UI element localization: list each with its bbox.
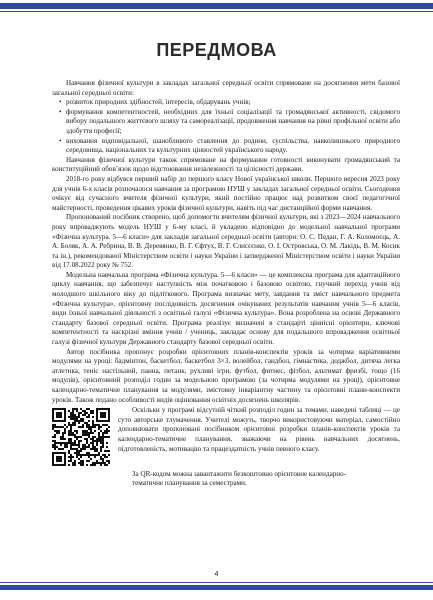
qr-code-icon[interactable] xyxy=(52,406,118,470)
footer-rule-thin xyxy=(0,582,433,583)
body-text xyxy=(52,79,400,489)
paragraph: 2018-го року відбувся перший набір до першого класу Нової української школи. Першого вересня 2023 року для учнів 6-х класів розпочалося навчання за програмою НУШ у закладах загальної середньої освіти. Сьогодення очікує від сучасного вчителя фізичної культури, який постійно працює над розвитком своєї педагогічної майстерності, проведення цікавих уроків фізичної культури, навіть під час дистанційної форми навчання. xyxy=(52,174,400,212)
paragraph: Модельна навчальна програма «Фізична культура. 5—6 класи» — це комплексна програма для адаптаційного циклу навчання, що забезпечує наступність між початковою і базовою освітою, гнучкий перехід учнів від молодшого шкільного віку до підліткового. Програма визначає мету, завдання та зміст навчального предмета «Фізична культура», орієнтовну послідовність досягнення очікуваних результатів навчання учнів 5—6 класів, види їхньої навчальної діяльності з освітньої галузі «Фізична культура». Вона розроблена на основі Державного стандарту базової середньої освіти. Програма реалізує визначені в стандарті ціннісні орієнтири, ключові компетентності та наскрізні вміння учнів / учениць, закладає основу для подальшого впровадження освітньої галузі фізичної культури Державного стандарту базової середньої освіти. xyxy=(52,270,400,347)
paragraph: Пропонований посібник створено, щоб допомогти вчителям фізичної культури, які з 2023—2024 навчального року впроваджують модель НУШ у 6-му класі, й укладено відповідно до модельної навчальної програми «Фізична культура. 5—6 класи» для закладів загальної середньої освіти (автори: О. С. Педан, Г. А. Коломоєць, А. А. Боляк, А. А. Ребрина, В. В. Деревянко, В. Г. Єфтух, В. Г. Єлисєєнко, О. І. Островська, О. М. Лакідь, В. М. Косик та ін.), рекомендованої Міністерством освіти і науки України і затвердженої Міністерством освіти і науки України від 17.08.2022 року № 752. xyxy=(52,213,400,270)
bullet-item: • виховання відповідальної, шанобливого ставлення до родини, суспільства, навколишнього природного середовища, національних та культурних цінностей українського народу. xyxy=(52,137,400,156)
qr-caption-line1: За QR-кодом можна завантажити безкоштовно орієнтовне календарно- xyxy=(132,469,346,478)
qr-caption xyxy=(52,470,400,480)
footer-rule xyxy=(0,585,433,590)
header-rule-thin xyxy=(0,11,433,12)
paragraph-intro: Навчання фізичної культури в закладах загальної середньої освіти спрямоване на досягнення мети базової загальної середньої освіти: xyxy=(52,79,400,97)
page-title: ПЕРЕДМОВА xyxy=(156,40,277,60)
bullet-item: • формування компетентностей, необхідних для їхньої соціалізації та громадянської активності, свідомого вибору подальшого життєвого шляху та самореалізації, продовження навчання на рівні профільної освіти або здобуття професії; xyxy=(52,108,400,137)
page-number: 4 xyxy=(214,571,219,578)
paragraph: Навчання фізичної культури також спрямоване на формування готовності виконувати громадянський та конституційний обов’язок щодо відстоювання незалежності та цілісності держави. xyxy=(52,155,400,174)
header-rule xyxy=(0,3,433,9)
bullet-item: • розвиток природних здібностей, інтересів, обдарувань учнів; xyxy=(52,98,400,108)
qr-block xyxy=(52,406,400,470)
qr-caption-line2: тематичне планування за семестрами. xyxy=(132,479,247,488)
paragraph: Автор посібника пропонує розробки орієнтовних планів-конспектів уроків за чотирма варіативними модулями на уроці: бадмінтон, баскетбол, баскетбол 3×3, волейбол, гандбол, гімнастика, доджбол, дитяча легка атлетика, теніс настільний, панна, петанк, рухливі ігри, футбол, фитнес, фітбол, альтимат фризбі, тощо (16 модулів), орієнтовний розподіл годин за модельною програмою (за чотирма модулями на уроці), орієнтовне календарно-тематичне планування за модулями, змістовну інваріантну частину та орієнтовні плани-конспекти уроків. Також подано особливості видів оцінювання освітніх досягнень школярів. xyxy=(52,347,400,404)
paragraph: Оскільки у програмі відсутній чіткий розподіл годин за темами, наведені таблиці — це суто авторське тлумачення. Учителі можуть, творчо використовуючи матеріал, самостійно доповнювати пропоновані посібником орієнтовні розробки планів-конспектів уроків та календарно-тематичне планування, зважаючи на рівень навчальних досягнень, підготовленість, мотивацію та працездатність учнів певного класу. xyxy=(118,406,400,453)
